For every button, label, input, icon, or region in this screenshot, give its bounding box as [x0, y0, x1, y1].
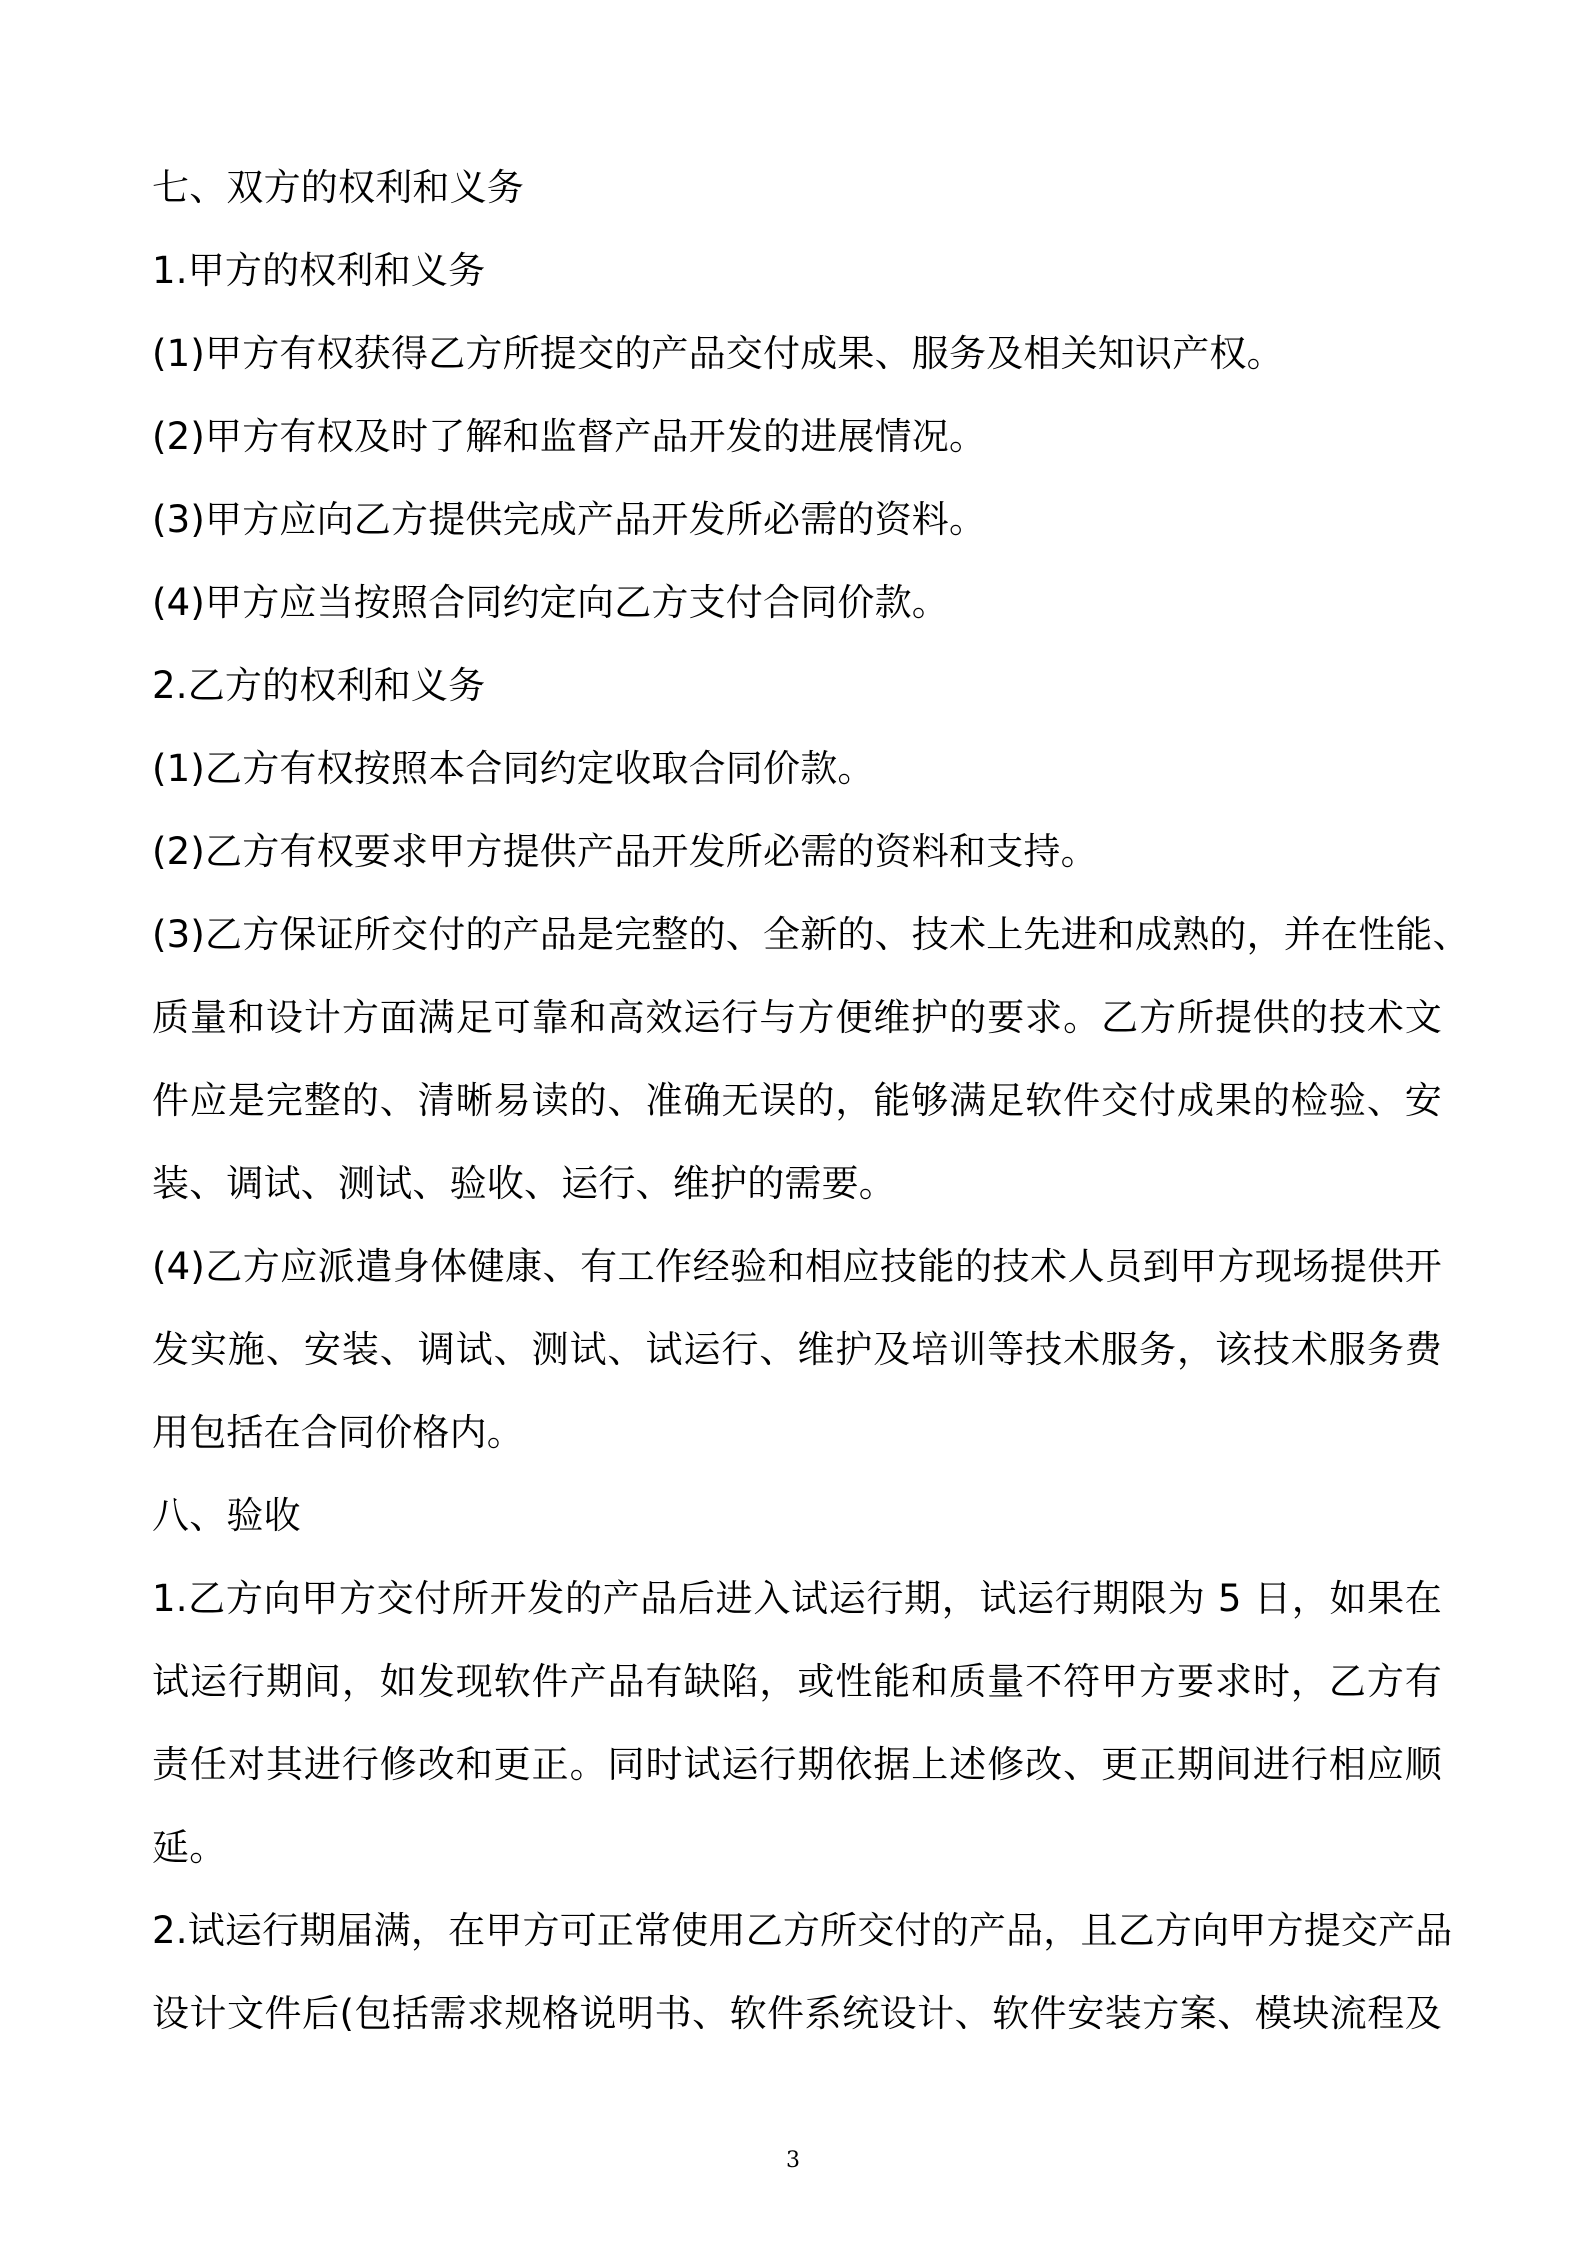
- paragraph-line: 设计文件后(包括需求规格说明书、软件系统设计、软件安装方案、模块流程及: [152, 1992, 1442, 2035]
- paragraph-line: (1)乙方有权按照本合同约定收取合同价款。: [152, 747, 875, 790]
- paragraph-line: 用包括在合同价格内。: [152, 1411, 524, 1454]
- page-number: 3: [786, 2148, 800, 2173]
- paragraph-line: 延。: [152, 1826, 227, 1869]
- section-heading-rights-obligations: 七、双方的权利和义务: [152, 166, 524, 209]
- paragraph-line: (2)乙方有权要求甲方提供产品开发所必需的资料和支持。: [152, 830, 1098, 873]
- paragraph-line: 发实施、安装、调试、测试、试运行、维护及培训等技术服务，该技术服务费: [152, 1328, 1442, 1371]
- paragraph-line: (4)乙方应派遣身体健康、有工作经验和相应技能的技术人员到甲方现场提供开: [152, 1245, 1442, 1288]
- paragraph-line: 试运行期间，如发现软件产品有缺陷，或性能和质量不符甲方要求时，乙方有: [152, 1660, 1442, 1703]
- subheading-party-b: 2.乙方的权利和义务: [152, 664, 486, 707]
- paragraph-line: (1)甲方有权获得乙方所提交的产品交付成果、服务及相关知识产权。: [152, 332, 1284, 375]
- paragraph-line: (3)乙方保证所交付的产品是完整的、全新的、技术上先进和成熟的，并在性能、: [152, 913, 1470, 956]
- paragraph-line: (3)甲方应向乙方提供完成产品开发所必需的资料。: [152, 498, 987, 541]
- paragraph-line: 2.试运行期届满，在甲方可正常使用乙方所交付的产品，且乙方向甲方提交产品: [152, 1909, 1453, 1952]
- paragraph-line: (4)甲方应当按照合同约定向乙方支付合同价款。: [152, 581, 950, 624]
- paragraph-line: 质量和设计方面满足可靠和高效运行与方便维护的要求。乙方所提供的技术文: [152, 996, 1442, 1039]
- section-heading-acceptance: 八、验收: [152, 1494, 301, 1537]
- paragraph-line: (2)甲方有权及时了解和监督产品开发的进展情况。: [152, 415, 987, 458]
- subheading-party-a: 1.甲方的权利和义务: [152, 249, 486, 292]
- paragraph-line: 1.乙方向甲方交付所开发的产品后进入试运行期，试运行期限为 5 日，如果在: [152, 1577, 1442, 1620]
- paragraph-line: 件应是完整的、清晰易读的、准确无误的，能够满足软件交付成果的检验、安: [152, 1079, 1442, 1122]
- paragraph-line: 责任对其进行修改和更正。同时试运行期依据上述修改、更正期间进行相应顺: [152, 1743, 1442, 1786]
- paragraph-line: 装、调试、测试、验收、运行、维护的需要。: [152, 1162, 896, 1205]
